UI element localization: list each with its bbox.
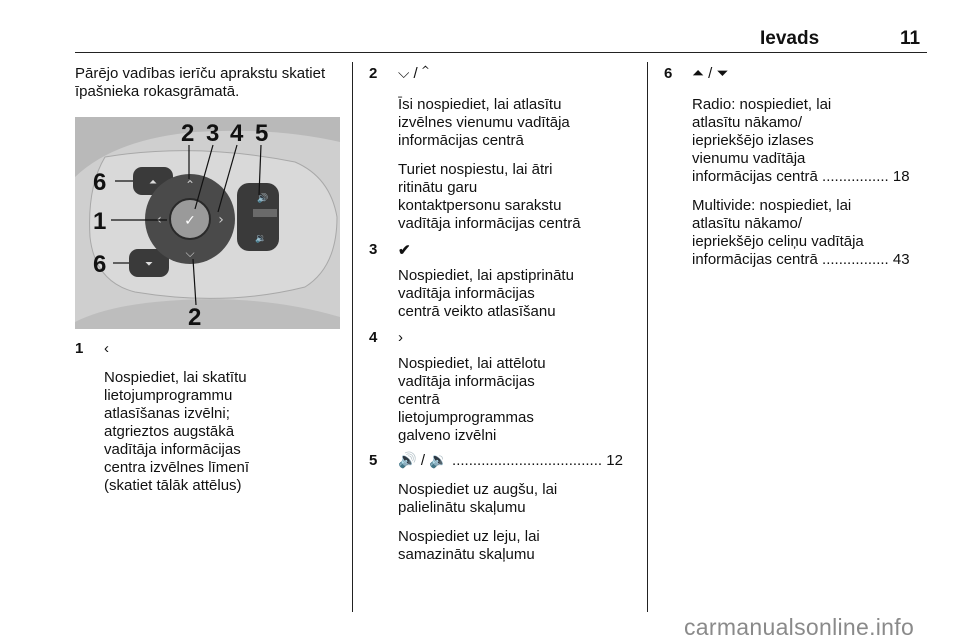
column-divider-1: [352, 62, 353, 612]
watermark: carmanualsonline.info: [684, 614, 915, 640]
item-4-line-2: vadītāja informācijas: [398, 373, 535, 390]
callout-2-top: 2: [181, 120, 195, 147]
intro-line-2: īpašnieka rokasgrāmatā.: [75, 83, 240, 100]
callout-4: 4: [230, 120, 244, 147]
header-rule: [75, 52, 927, 53]
item-6-p2-line-3: iepriekšējo celiņu vadītāja: [692, 233, 864, 250]
item-1-line-7: (skatiet tālāk attēlus): [104, 477, 242, 494]
column-divider-2: [647, 62, 648, 612]
item-1-line-3: atlasīšanas izvēlni;: [104, 405, 230, 422]
volume-up-down-icon: 🔊 / 🔉: [398, 452, 448, 469]
volume-wheel: [253, 209, 277, 217]
item-3-line-1: Nospiediet, lai apstiprinātu: [398, 267, 574, 284]
callout-6-top: 6: [93, 169, 107, 196]
page-number: 11: [900, 28, 921, 49]
item-1-line-5: vadītāja informācijas: [104, 441, 241, 458]
item-6-p1-line-4: vienumu vadītāja: [692, 150, 806, 167]
svg-text:⏶: ⏶: [149, 177, 157, 188]
item-6-p2-line-1: Multivide: nospiediet, lai: [692, 197, 852, 214]
item-6-p2-line-4: informācijas centrā ................ 43: [692, 251, 910, 268]
svg-text:‹: ‹: [156, 212, 162, 228]
callout-1: 1: [93, 208, 107, 235]
intro-line-1: Pārējo vadības ierīču aprakstu skatiet: [75, 65, 326, 82]
favourite-next-prev-icon: ⏶ / ⏷: [692, 65, 729, 82]
svg-text:✓: ✓: [184, 213, 196, 229]
item-4-line-1: Nospiediet, lai attēlotu: [398, 355, 546, 372]
item-2-p2-line-4: vadītāja informācijas centrā: [398, 215, 581, 232]
svg-text:›: ›: [218, 212, 224, 228]
callout-6-bottom: 6: [93, 251, 107, 278]
item-5-number: 5: [369, 452, 378, 469]
item-6-p1-line-1: Radio: nospiediet, lai: [692, 96, 832, 113]
chevron-right-icon: ›: [398, 329, 403, 346]
steering-wheel-controls-figure: [75, 117, 340, 329]
item-2-p2-line-1: Turiet nospiestu, lai ātri: [398, 161, 553, 178]
item-5-page-ref: .................................... 12: [447, 452, 623, 469]
item-2-p1-line-3: informācijas centrā: [398, 132, 524, 149]
item-5-heading: [398, 452, 623, 470]
chevron-left-icon: ‹: [104, 340, 109, 357]
running-header-title: Ievads: [760, 28, 820, 49]
item-3-number: 3: [369, 241, 378, 258]
item-1-line-1: Nospiediet, lai skatītu: [104, 369, 247, 386]
item-5-p2-line-1: Nospiediet uz leju, lai: [398, 528, 540, 545]
item-1-line-2: lietojumprogrammu: [104, 387, 233, 404]
wheel-lower-shape: [75, 299, 340, 329]
steering-wheel-illustration: [75, 117, 340, 329]
item-1-number: 1: [75, 340, 84, 357]
item-6-p1-line-3: iepriekšējo izlases: [692, 132, 814, 149]
item-3-line-2: vadītāja informācijas: [398, 285, 535, 302]
item-6-p2-line-2: atlasītu nākamo/: [692, 215, 803, 232]
svg-text:🔊: 🔊: [257, 194, 269, 204]
svg-text:🔉: 🔉: [255, 234, 267, 244]
callout-3: 3: [206, 120, 220, 147]
callout-5: 5: [255, 120, 269, 147]
item-1-line-4: atgrieztos augstākā: [104, 423, 235, 440]
item-4-line-5: galveno izvēlni: [398, 427, 497, 444]
item-6-p1-line-5: informācijas centrā ................ 18: [692, 168, 910, 185]
svg-text:⌃: ⌃: [184, 178, 196, 192]
item-6-number: 6: [664, 65, 673, 82]
item-2-p1-line-2: izvēlnes vienumu vadītāja: [398, 114, 570, 131]
item-2-p1-line-1: Īsi nospiediet, lai atlasītu: [398, 96, 562, 113]
item-2-number: 2: [369, 65, 378, 82]
checkmark-icon: ✔: [398, 242, 411, 259]
chevron-down-up-icon: ⌵ / ⌃: [398, 65, 429, 82]
item-4-number: 4: [369, 329, 378, 346]
item-4-line-4: lietojumprogrammas: [398, 409, 534, 426]
item-2-p2-line-3: kontaktpersonu sarakstu: [398, 197, 562, 214]
item-2-p2-line-2: ritinātu garu: [398, 179, 478, 196]
item-3-line-3: centrā veikto atlasīšanu: [398, 303, 556, 320]
item-1-line-6: centra izvēlnes līmenī: [104, 459, 250, 476]
item-4-line-3: centrā: [398, 391, 440, 408]
item-6-p1-line-2: atlasītu nākamo/: [692, 114, 803, 131]
item-5-p1-line-2: palielinātu skaļumu: [398, 499, 526, 516]
item-5-p2-line-2: samazinātu skaļumu: [398, 546, 535, 563]
item-5-p1-line-1: Nospiediet uz augšu, lai: [398, 481, 558, 498]
svg-text:⌵: ⌵: [185, 246, 195, 260]
svg-text:⏷: ⏷: [145, 259, 153, 270]
callout-2-bottom: 2: [188, 304, 202, 329]
